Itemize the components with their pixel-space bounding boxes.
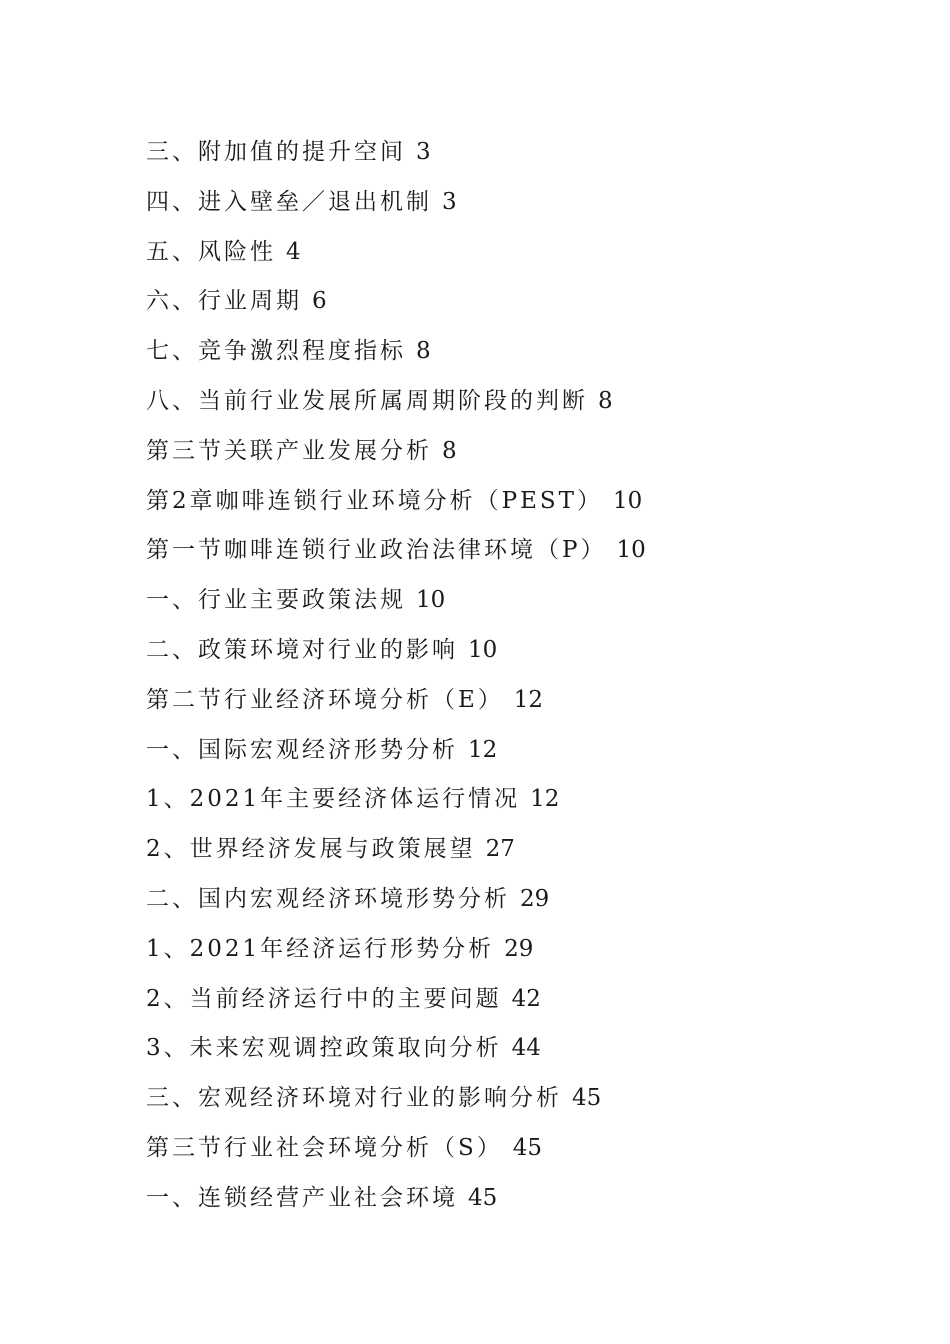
toc-entry-page: 45 xyxy=(512,1134,543,1161)
toc-entry[interactable] xyxy=(146,184,906,234)
table-of-contents xyxy=(146,134,906,1230)
toc-entry[interactable] xyxy=(146,881,906,931)
toc-entry[interactable] xyxy=(146,682,906,732)
toc-entry-title: 第二节行业经济环境分析（E） xyxy=(146,686,504,713)
toc-entry-page: 45 xyxy=(468,1184,498,1211)
toc-entry[interactable] xyxy=(146,483,906,533)
toc-entry[interactable] xyxy=(146,1030,906,1080)
toc-entry[interactable] xyxy=(146,234,906,284)
toc-entry-title: 八、当前行业发展所属周期阶段的判断 xyxy=(146,387,588,414)
toc-entry-page: 10 xyxy=(468,636,498,663)
toc-entry-title: 3、未来宏观调控政策取向分析 xyxy=(146,1035,502,1062)
toc-entry[interactable] xyxy=(146,383,906,433)
toc-entry-page: 29 xyxy=(520,885,550,912)
toc-entry-title: 三、宏观经济环境对行业的影响分析 xyxy=(146,1085,562,1112)
toc-entry[interactable] xyxy=(146,1180,906,1230)
toc-entry-title: 第一节咖啡连锁行业政治法律环境（P） xyxy=(146,537,607,564)
toc-entry-title: 一、行业主要政策法规 xyxy=(146,587,406,614)
toc-entry-title: 五、风险性 xyxy=(146,238,276,265)
toc-entry-page: 10 xyxy=(616,537,646,564)
toc-entry[interactable] xyxy=(146,981,906,1031)
toc-entry-title: 2、世界经济发展与政策展望 xyxy=(146,836,476,863)
toc-entry-page: 8 xyxy=(442,437,457,464)
toc-entry-page: 12 xyxy=(530,786,560,813)
toc-entry-title: 第三节行业社会环境分析（S） xyxy=(146,1134,503,1161)
toc-entry-title: 二、国内宏观经济环境形势分析 xyxy=(146,885,510,912)
toc-entry-page: 12 xyxy=(513,686,544,713)
toc-entry[interactable] xyxy=(146,831,906,881)
toc-entry-page: 45 xyxy=(572,1085,602,1112)
toc-entry-page: 6 xyxy=(312,288,327,315)
toc-entry-title: 一、国际宏观经济形势分析 xyxy=(146,736,458,763)
toc-entry-title: 三、附加值的提升空间 xyxy=(146,139,406,165)
toc-entry[interactable] xyxy=(146,433,906,483)
toc-entry-title: 第2章咖啡连锁行业环境分析（PEST） xyxy=(146,487,603,514)
toc-entry-page: 4 xyxy=(286,238,301,265)
toc-entry-title: 四、进入壁垒／退出机制 xyxy=(146,188,432,215)
toc-entry[interactable] xyxy=(146,632,906,682)
toc-entry-page: 3 xyxy=(416,139,431,165)
toc-entry-page: 10 xyxy=(416,587,446,614)
toc-entry-title: 2、当前经济运行中的主要问题 xyxy=(146,985,502,1012)
toc-entry[interactable] xyxy=(146,781,906,831)
toc-entry-page: 8 xyxy=(416,338,431,365)
toc-entry[interactable] xyxy=(146,333,906,383)
toc-entry-page: 27 xyxy=(485,836,515,863)
toc-entry-title: 七、竞争激烈程度指标 xyxy=(146,338,406,365)
toc-entry-title: 1、2021年经济运行形势分析 xyxy=(146,935,495,962)
toc-entry-page: 3 xyxy=(442,188,457,215)
toc-entry-page: 44 xyxy=(511,1035,541,1062)
toc-entry-page: 42 xyxy=(511,985,541,1012)
toc-entry-page: 8 xyxy=(598,387,613,414)
toc-entry-title: 1、2021年主要经济体运行情况 xyxy=(146,786,521,813)
toc-entry-title: 第三节关联产业发展分析 xyxy=(146,437,432,464)
toc-entry[interactable] xyxy=(146,283,906,333)
toc-entry-page: 12 xyxy=(468,736,498,763)
toc-entry[interactable] xyxy=(146,732,906,782)
toc-entry-title: 一、连锁经营产业社会环境 xyxy=(146,1184,458,1211)
toc-entry[interactable] xyxy=(146,1130,906,1180)
toc-entry[interactable] xyxy=(146,134,906,184)
toc-entry[interactable] xyxy=(146,582,906,632)
toc-entry-page: 10 xyxy=(613,487,643,514)
toc-entry-title: 六、行业周期 xyxy=(146,288,302,315)
toc-entry[interactable] xyxy=(146,931,906,981)
toc-entry-page: 29 xyxy=(504,935,534,962)
toc-entry-title: 二、政策环境对行业的影响 xyxy=(146,636,458,663)
toc-entry[interactable] xyxy=(146,1080,906,1130)
toc-entry[interactable] xyxy=(146,532,906,582)
